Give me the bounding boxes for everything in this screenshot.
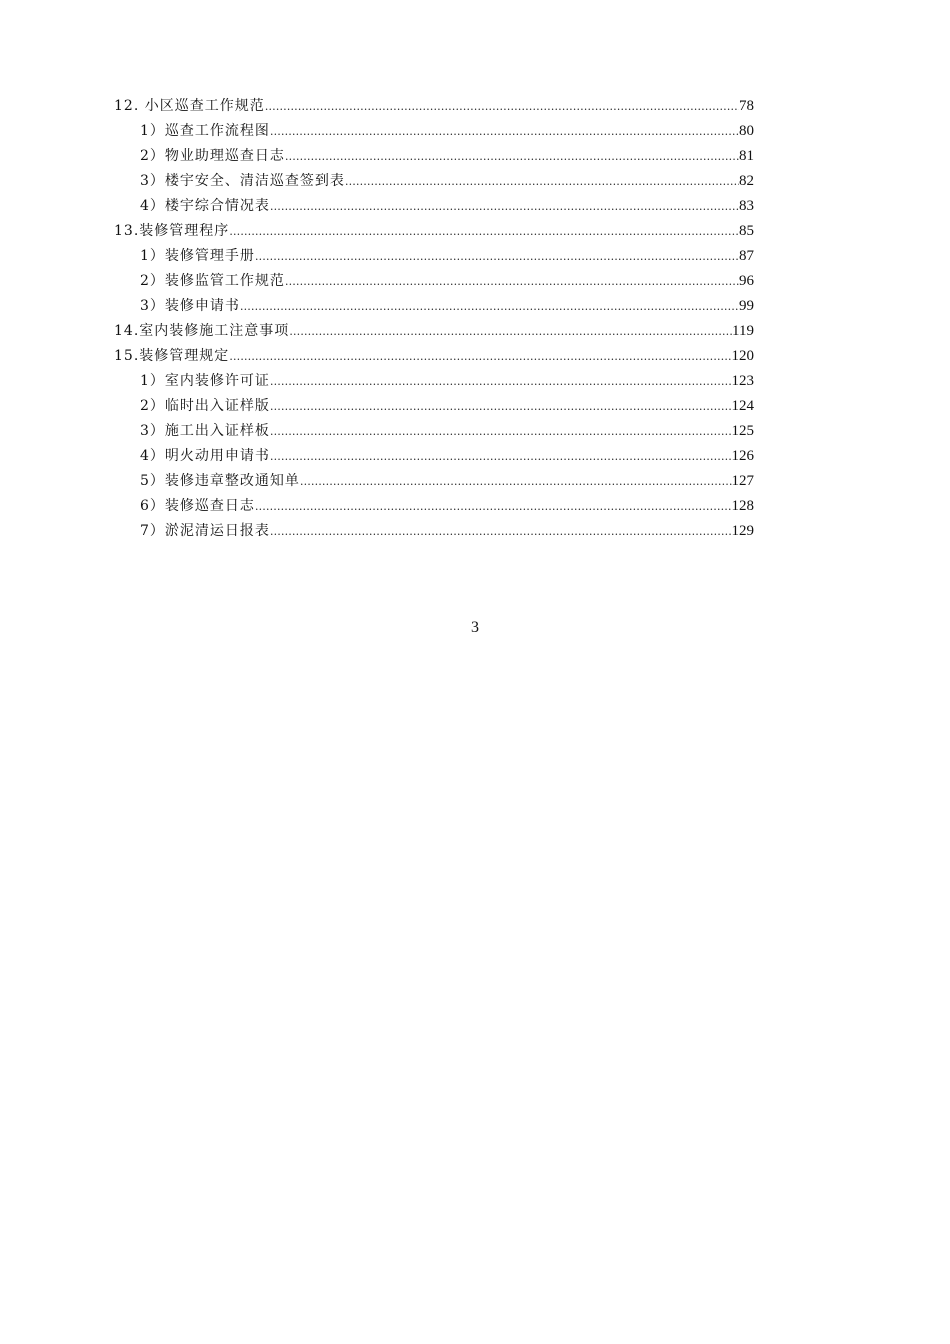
toc-subentry[interactable]: [114, 295, 754, 320]
toc-entry[interactable]: [114, 320, 754, 345]
toc-leader-dots: [270, 425, 732, 438]
toc-entry-title: 6）装修巡查日志: [140, 498, 255, 514]
toc-entry-title: 3）楼宇安全、清洁巡查签到表: [140, 173, 345, 189]
toc-subentry[interactable]: [114, 445, 754, 470]
toc-entry-page: 120: [731, 348, 754, 364]
toc-leader-dots: [270, 525, 732, 538]
toc-subentry[interactable]: [114, 145, 754, 170]
toc-leader-dots: [255, 250, 739, 263]
toc-leader-dots: [240, 300, 739, 313]
toc-subentry[interactable]: [114, 395, 754, 420]
toc-entry-page: 96: [739, 273, 754, 289]
toc-subentry[interactable]: [114, 245, 754, 270]
table-of-contents: [114, 95, 754, 545]
toc-entry-page: 82: [739, 173, 754, 189]
toc-entry-page: 87: [739, 248, 754, 264]
toc-subentry[interactable]: [114, 420, 754, 445]
toc-entry-title: 2）临时出入证样版: [140, 398, 270, 414]
toc-entry-page: 99: [739, 298, 754, 314]
toc-subentry[interactable]: [114, 370, 754, 395]
toc-leader-dots: [229, 225, 739, 238]
toc-entry-title: 12. 小区巡查工作规范: [114, 98, 265, 114]
toc-subentry[interactable]: [114, 120, 754, 145]
toc-leader-dots: [285, 275, 739, 288]
toc-leader-dots: [270, 125, 739, 138]
toc-entry-title: 5）装修违章整改通知单: [140, 473, 300, 489]
toc-subentry[interactable]: [114, 520, 754, 545]
toc-leader-dots: [289, 325, 732, 338]
toc-entry-title: 4）楼宇综合情况表: [140, 198, 270, 214]
toc-entry-page: 127: [731, 473, 754, 489]
toc-entry-page: 119: [732, 323, 754, 339]
toc-entry-title: 14.室内装修施工注意事项: [114, 323, 290, 339]
toc-subentry[interactable]: [114, 470, 754, 495]
toc-subentry[interactable]: [114, 170, 754, 195]
toc-leader-dots: [255, 500, 732, 513]
toc-entry-title: 1）巡查工作流程图: [140, 123, 270, 139]
toc-leader-dots: [229, 350, 731, 363]
toc-leader-dots: [300, 475, 732, 488]
toc-entry-title: 2）装修监管工作规范: [140, 273, 285, 289]
page-number: 3: [471, 619, 479, 636]
toc-entry-title: 3）施工出入证样板: [140, 423, 270, 439]
toc-subentry[interactable]: [114, 195, 754, 220]
toc-entry-title: 4）明火动用申请书: [140, 448, 270, 464]
toc-entry-page: 81: [739, 148, 754, 164]
toc-entry[interactable]: [114, 220, 754, 245]
toc-leader-dots: [345, 175, 739, 188]
toc-entry-title: 13.装修管理程序: [114, 223, 230, 239]
toc-leader-dots: [270, 200, 739, 213]
toc-entry-page: 126: [731, 448, 754, 464]
toc-entry-title: 15.装修管理规定: [114, 348, 230, 364]
toc-entry-page: 85: [739, 223, 754, 239]
toc-entry-title: 7）淤泥清运日报表: [140, 523, 270, 539]
toc-entry-title: 1）室内装修许可证: [140, 373, 270, 389]
toc-leader-dots: [270, 450, 732, 463]
toc-subentry[interactable]: [114, 270, 754, 295]
toc-leader-dots: [285, 150, 739, 163]
toc-entry-page: 124: [731, 398, 754, 414]
toc-entry[interactable]: [114, 95, 754, 120]
toc-entry-page: 83: [739, 198, 754, 214]
toc-leader-dots: [265, 100, 739, 113]
toc-entry-title: 2）物业助理巡查日志: [140, 148, 285, 164]
toc-entry-page: 129: [731, 523, 754, 539]
toc-subentry[interactable]: [114, 495, 754, 520]
toc-entry-title: 1）装修管理手册: [140, 248, 255, 264]
toc-entry-page: 123: [731, 373, 754, 389]
toc-leader-dots: [270, 400, 732, 413]
toc-leader-dots: [270, 375, 732, 388]
toc-entry-page: 128: [731, 498, 754, 514]
toc-entry-page: 80: [739, 123, 754, 139]
toc-entry-title: 3）装修申请书: [140, 298, 240, 314]
toc-entry-page: 125: [731, 423, 754, 439]
toc-entry-page: 78: [739, 98, 754, 114]
toc-entry[interactable]: [114, 345, 754, 370]
